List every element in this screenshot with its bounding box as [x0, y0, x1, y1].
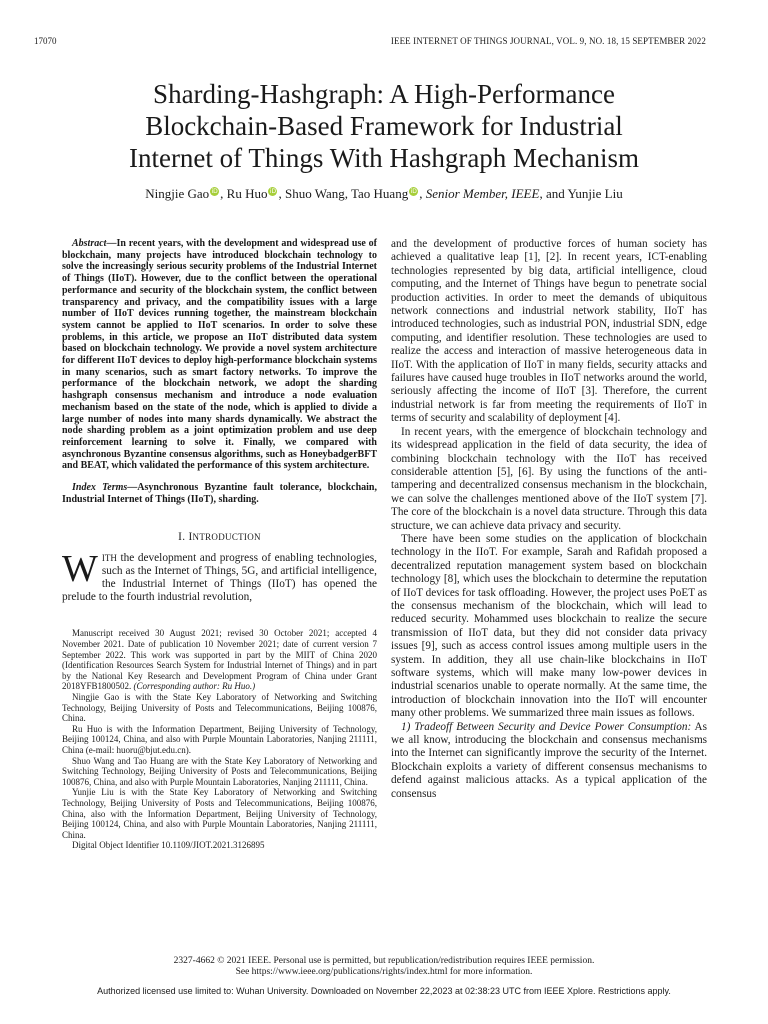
abstract [62, 238, 377, 472]
doi[interactable]: Digital Object Identifier 10.1109/JIOT.2021.3126895 [72, 840, 265, 851]
orcid-icon[interactable]: iD [211, 187, 218, 195]
copyright-line: 2327-4662 © 2021 IEEE. Personal use is permitted, but republication/redistribution requires IEEE permission. [173, 956, 595, 966]
author-name: , Shuo Wang, Tao Huang [278, 186, 409, 201]
index-terms-text: —Asynchronous Byzantine fault tolerance, blockchain, Industrial Internet of Things (IIoT), sharding. [62, 482, 377, 505]
index-terms [62, 482, 377, 505]
body-paragraph: 1) Tradeoff Between Security and Device Power Consumption: As we all know, introducing the blockchain and consensus mechanisms into the Internet can significantly improve the security of the Internet. Blockchain exploits a variety of different consensus mechanisms to defend against malicious attacks. As a typical application of the consensus [391, 720, 707, 800]
journal-header: IEEE INTERNET OF THINGS JOURNAL, VOL. 9, NO. 18, 15 SEPTEMBER 2022 [390, 36, 706, 46]
intro-paragraph: WITH the development and progress of enabling technologies, such as the Internet of Things, 5G, and artificial intelligence, the Industrial Internet of Things (IIoT) has opened the prelude to the fourth industrial revolution, [62, 547, 377, 604]
title-line: Internet of Things With Hashgraph Mechanism [128, 143, 640, 173]
footnote-affiliation: Shuo Wang and Tao Huang are with the State Key Laboratory of Networking and Switching Technology, Beijing University of Posts and Telecommunications, Beijing 100876, China, and also with Purple Mountain Laboratories, Nanjing 211111, China. [62, 755, 377, 787]
footnote-affiliation: Ru Huo is with the Information Department, Beijing University of Technology, Beijing 100124, China, and also with Purple Mountain Laboratories, Nanjing 211111, China (e-mail: huoru@bjut.edu.cn). [62, 723, 377, 756]
body-paragraph: and the development of productive forces of human society has achieved a qualitative leap [1], [2]. In recent years, ICT-enabling technologies represented by big data, artificial intelligence, cloud computing, and the Internet of Things have begun to penetrate social production activities. In order to meet the demands of ubiquitous network connections and industrial network stability, IIoT has introduced technologies, such as industrial PON, industrial SDN, edge computing, and identifier resolution. These technologies are used to realize the access and interaction of massive heterogeneous data in IIoT. With the application of IIoT in many fields, security attacks and failures have caused huge troubles in IIoT networks around the world, seriously affecting the income of IIoT [3]. Therefore, the current industrial network is far from meeting the requirements of IIoT in terms of security and scalability of deployment [4]. [391, 238, 707, 425]
abstract-text: —In recent years, with the development and widespread use of blockchain, many projects have introduced blockchain technology to solve the increasingly serious security problems of the Industrial Internet of Things (IIoT). However, due to the conflict between the operational performance and security of the blockchain system, the conflict between transparency and privacy, and the compatibility issues with a large number of IIoT devices running together, the mainstream blockchain system cannot be applied to IIoT scenarios. In order to solve these problems, in this article, we propose an IIoT distributed data system based on blockchain technology. We provide a novel system architecture for different IIoT devices to deploy high-performance blockchain systems in many scenarios, such as smart factory networks. To improve the performance of the blockchain network, we adopt the sharding hashgraph consensus mechanism and introduce a node evaluation mechanism based on the state of the node, which is applied to divide a large number of nodes into many shards dynamically. We abstract the node sharding problem as a joint optimization problem and use deep reinforcement learning to solve it. Finally, we compared with asynchronous Byzantine consensus algorithms, such as HoneybadgerBFT and BEAT, which validated the performance of this system architecture. [62, 238, 377, 472]
page-number: 17070 [34, 36, 57, 46]
body-paragraph: In recent years, with the emergence of blockchain technology and its widespread application in the field of data security, the idea of combining blockchain technology with the IIoT has received considerable attention [5], [6]. By using the functions of the anti-tampering and decentralized consensus mechanism in the blockchain, we can solve the challenges mentioned above of the IIoT system [7]. The core of the blockchain is a novel data structure. Through this data structure, we can achieve data privacy and security. [391, 425, 707, 532]
author-role: Senior Member, IEEE [425, 186, 540, 201]
paper-title [40, 78, 728, 174]
left-column [62, 238, 377, 851]
license-notice: Authorized licensed use limited to: Wuhan University. Downloaded on November 22,2023 at 02:38:23 UTC from IEEE Xplore. Restrictions apply. [97, 986, 671, 996]
rights-link[interactable]: See https://www.ieee.org/publications/rights/index.html for more information. [235, 967, 533, 977]
copyright-notice [0, 956, 768, 978]
author-name: , Ru Huo [220, 186, 268, 201]
index-terms-label: Index Terms [72, 482, 128, 494]
title-line: Sharding-Hashgraph: A High-Performance [153, 79, 615, 109]
author-list: Ningjie Gao iD , Ru Huo iD , Shuo Wang, Tao Huang iD , Senior Member, IEEE, and Yunjie Liu [145, 186, 623, 201]
abstract-label: Abstract [72, 238, 107, 249]
footnote-affiliation: Yunjie Liu is with the State Key Laboratory of Networking and Switching Technology, Beijing University of Posts and Telecommunications, Beijing 100876, China, also with the Information Department, Beijing University of Technology, Beijing 100124, China, and also with Purple Mountain Laboratories, Nanjing 211111, China. [62, 787, 377, 840]
right-column [391, 238, 707, 801]
footnote-manuscript: Manuscript received 30 August 2021; revised 30 October 2021; accepted 4 November 2021. Date of publication 10 November 2021; date of current version 7 September 2022. This work was supported in part by the MIIT of China 2020 (Identification Resources Search System for Industrial Internet of Things) and in part by the National Key Research and Development Program of China under Grant 2018YFB1800502. (Corresponding author: Ru Huo.) [62, 628, 377, 692]
subsection-heading: 1) Tradeoff Between Security and Device Power Consumption: [401, 720, 692, 733]
title-line: Blockchain-Based Framework for Industrial [145, 111, 623, 141]
footnotes [62, 628, 377, 850]
orcid-icon[interactable]: iD [269, 187, 277, 195]
author-name: , and Yunjie Liu [539, 186, 623, 201]
section-heading: I. INTRODUCTION [178, 531, 261, 544]
orcid-icon[interactable]: iD [410, 187, 417, 195]
drop-cap: W [62, 547, 98, 590]
author-name: Ningjie Gao [145, 186, 210, 201]
body-paragraph: There have been some studies on the application of blockchain technology in the IIoT. For example, Sarah and Rafidah proposed a decentralized reputation management system based on blockchain technology [8], which uses the blockchain to determine the reputation of IIoT devices for task offloading. However, the project uses PoET as the consensus mechanism of the blockchain, which will lead to reduced security. Mohammed uses blockchain to realize the secure transmission of IIoT data, but they did not consider data privacy issues [9], such as access control issues among multiple users in the system. In addition, they all use chain-like blockchains in IIoT software systems, which will make many low-power devices in industrial scenarios unable to operate normally. At the same time, the introduction of blockchain innovation into the IIoT will encounter many other problems. We summarized three main issues as follows. [391, 532, 707, 720]
footnote-affiliation: Ningjie Gao is with the State Key Laboratory of Networking and Switching Technology, Beijing University of Posts and Telecommunications, Beijing 100876, China. [62, 692, 377, 724]
